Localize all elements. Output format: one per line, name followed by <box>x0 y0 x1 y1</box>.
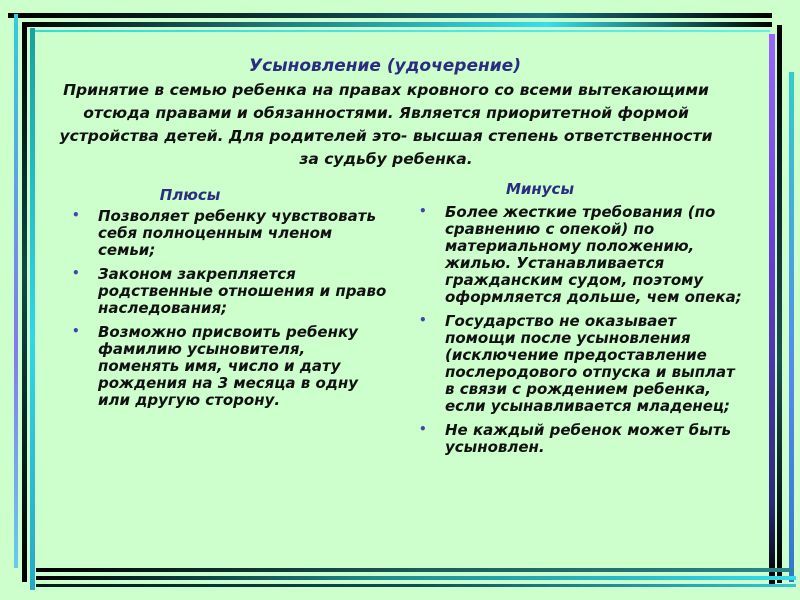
list-item <box>70 266 390 317</box>
list-item-text: Возможно присвоить ребенку фамилию усыновителя, поменять имя, число и дату рождения на 3 месяца в одну или другую сторону. <box>98 323 359 409</box>
list-item-text: Законом закрепляется родственные отношения и право наследования; <box>98 265 387 317</box>
cons-heading: Минусы <box>505 180 575 198</box>
frame-top-thin-bar <box>30 30 770 32</box>
pros-heading: Плюсы <box>159 186 221 204</box>
frame-top-outer-bar <box>8 13 772 18</box>
frame-top-inner-bar <box>22 22 772 27</box>
frame-bottom-bar-3 <box>36 584 796 587</box>
list-item-text: Не каждый ребенок может быть усыновлен. <box>445 421 732 456</box>
frame-right-black-bar <box>777 25 782 583</box>
list-item-text: Государство не оказывает помощи после усыновления (исключение предоставление послеродового отпуска и выплат в связи с рождением ребенка, если усынавливается младенец; <box>445 312 735 415</box>
frame-bottom-bar-2 <box>36 576 796 580</box>
frame-right-teal-bar <box>789 72 794 582</box>
pros-list <box>70 208 390 416</box>
list-item <box>70 208 390 259</box>
frame-right-purple-bar <box>769 34 775 584</box>
frame-left-mid-bar <box>22 22 27 582</box>
bullet-dot-icon: • <box>72 324 80 338</box>
slide-title: Усыновление (удочерение) <box>249 56 521 76</box>
list-item <box>417 204 747 306</box>
bullet-dot-icon: • <box>419 313 427 327</box>
frame-left-thin-bar <box>14 14 18 568</box>
frame-left-inner-bar <box>30 28 35 590</box>
bullet-dot-icon: • <box>72 266 80 280</box>
bullet-dot-icon: • <box>72 208 80 222</box>
intro-paragraph: Принятие в семью ребенка на правах кровного со всеми вытекающими отсюда правами и обязанностями. Является приоритетной формой устройства детей. Для родителей это- высшая степень ответственности за судьбу ребенка. <box>59 81 713 168</box>
list-item <box>70 324 390 409</box>
list-item-text: Позволяет ребенку чувствовать себя полноценным членом семьи; <box>98 207 376 259</box>
frame-bottom-bar-1 <box>36 568 792 572</box>
cons-list <box>417 204 747 463</box>
list-item-text: Более жесткие требования (по сравнению с опекой) по материальному положению, жилью. Устанавливается гражданским судом, поэтому оформляется дольше, чем опека; <box>445 203 742 306</box>
list-item <box>417 422 747 456</box>
bullet-dot-icon: • <box>419 204 427 218</box>
bullet-dot-icon: • <box>419 422 427 436</box>
list-item <box>417 313 747 415</box>
